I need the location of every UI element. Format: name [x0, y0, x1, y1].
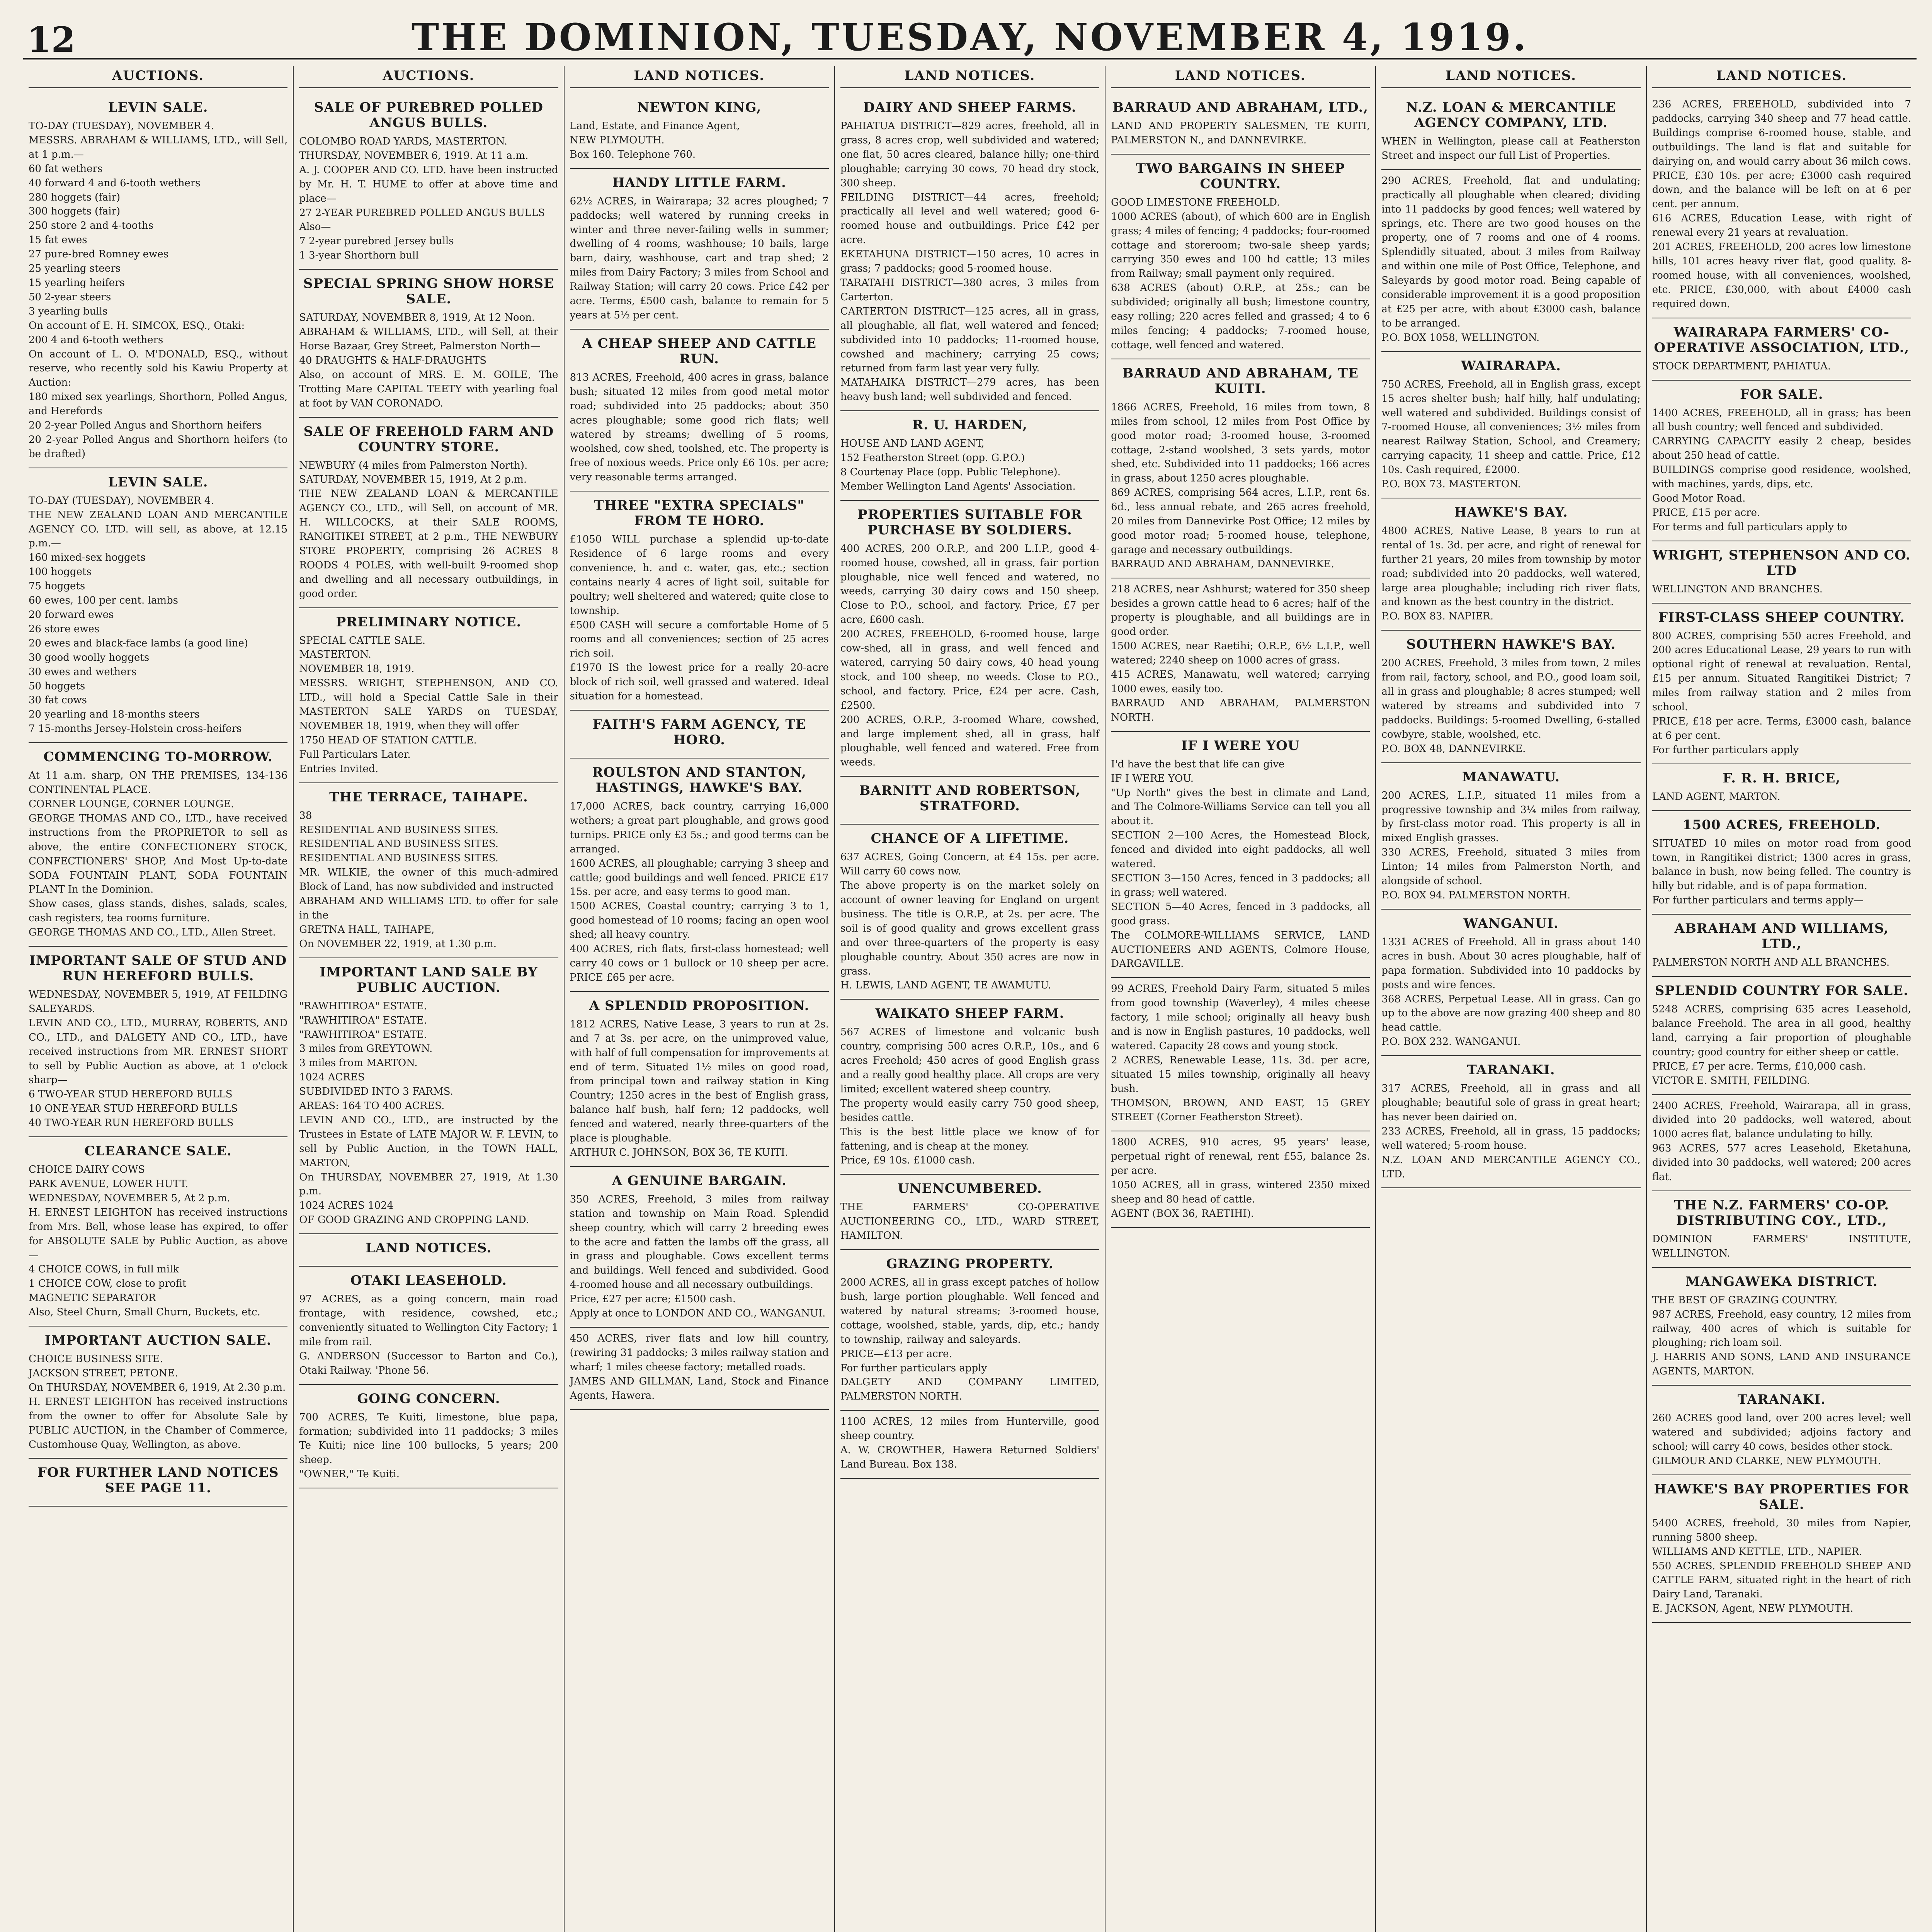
ad-title: PROPERTIES SUITABLE FOR PURCHASE BY SOLDIERS. [857, 507, 1082, 538]
ad-title: HAWKE'S BAY PROPERTIES FOR SALE. [1654, 1481, 1910, 1512]
advertisement [840, 1000, 1099, 1175]
newspaper-title: THE DOMINION, TUESDAY, NOVEMBER 4, 1919. [411, 15, 1529, 59]
ad-body: PALMERSTON NORTH AND ALL BRANCHES. [1652, 957, 1890, 969]
ad-title: IMPORTANT LAND SALE BY PUBLIC AUCTION. [320, 964, 538, 995]
advertisement [1111, 578, 1370, 732]
column-5 [1105, 66, 1376, 1932]
ad-body: 800 ACRES, comprising 550 acres Freehold, and 200 acres Educational Lease, 29 years to run with optional right of renewal at revaluation. Rental, £15 per annum. Situated Rangitikei District; 7 miles from railway station and 2 miles from school. PRICE, £18 per acre. Terms, £3000 cash, balance at 6 per cent. For further particulars apply [1652, 630, 1911, 756]
ad-body: TO-DAY (TUESDAY), NOVEMBER 4. THE NEW ZEALAND LOAN AND MERCANTILE AGENCY CO. LTD. will sell, as above, at 12.15 p.m.— 160 mixed-sex hoggets 100 hoggets 75 hoggets 60 ewes, 100 per cent. lambs 20 forward ewes 26 store ewes 20 ewes and black-face lambs (a good line) 30 good woolly hoggets 30 ewes and wethers 50 hoggets 30 fat cows 20 yearling and 18-months steers 7 15-months Jersey-Holstein cross-heifers [29, 495, 288, 735]
advertisement [570, 759, 829, 992]
ad-body: DOMINION FARMERS' INSTITUTE, WELLINGTON. [1652, 1233, 1915, 1259]
advertisement [299, 418, 558, 608]
ad-body: 700 ACRES, Te Kuiti, limestone, blue papa, formation; subdivided into 11 paddocks; 3 miles Te Kuiti; nice line 100 bullocks, 5 years; 200 sheep. "OWNER," Te Kuiti. [299, 1411, 558, 1480]
advertisement [29, 947, 287, 1137]
advertisement [1652, 318, 1911, 381]
ad-body: CHOICE DAIRY COWS PARK AVENUE, LOWER HUTT. WEDNESDAY, NOVEMBER 5, At 2 p.m. H. ERNEST LEIGHTON has received instructions from Mrs. Bell, whose lease has expired, to offer for ABSOLUTE SALE by Public Auction, as above— 4 CHOICE COWS, in full milk 1 CHOICE COW, close to profit MAGNETIC SEPARATOR Also, Steel Churn, Small Churn, Buckets, etc. [29, 1164, 288, 1318]
advertisement [1652, 764, 1911, 811]
ad-body: SPECIAL CATTLE SALE. MASTERTON. NOVEMBER 18, 1919. MESSRS. WRIGHT, STEPHENSON, AND CO. LTD., will hold a Special Cattle Sale in their MASTERTON SALE YARDS on TUESDAY, NOVEMBER 18, 1919, when they will offer 1750 HEAD OF STATION CATTLE. Full Particulars Later. Entries Invited. [299, 634, 558, 775]
ad-body: 218 ACRES, near Ashhurst; watered for 350 sheep besides a grown cattle head to 6 acres; half of the property is ploughable, and all buildings are in good order. 1500 ACRES, near Raetihi; O.R.P., 6½ L.I.P., well watered; 2240 sheep on 1000 acres of grass. 415 ACRES, Manawatu, well watered; carrying 1000 ewes, easily too. BARRAUD AND ABRAHAM, PALMERSTON NORTH. [1111, 583, 1370, 723]
ad-body: CHOICE BUSINESS SITE. JACKSON STREET, PETONE. On THURSDAY, NOVEMBER 6, 1919, At 2.30 p.m. H. ERNEST LEIGHTON has received instructions from the owner to offer for Absolute Sale by PUBLIC AUCTION, in the Chamber of Commerce, Customhouse Quay, Wellington, as above. [29, 1353, 288, 1451]
page-number: 12 [27, 19, 76, 60]
ad-title: MANAWATU. [1462, 769, 1560, 785]
ad-body: At 11 a.m. sharp, ON THE PREMISES, 134-136 CONTINENTAL PLACE. CORNER LOUNGE, CORNER LOUNGE. GEORGE THOMAS AND CO., LTD., have received instructions from the PROPRIETOR to sell as above, the entire CONFECTIONERY STOCK, CONFECTIONERS' SHOP, And Most Up-to-date SODA FOUNTAIN PLANT, SODA FOUNTAIN PLANT In the Dominion. Show cases, glass stands, dishes, salads, scales, cash registers, tea rooms furniture. GEORGE THOMAS AND CO., LTD., Allen Street. [29, 770, 288, 939]
ad-body: 1812 ACRES, Native Lease, 3 years to run at 2s. and 7 at 3s. per acre, on the unimproved value, with half of full compensation for improvements at end of term. Situated 1½ miles on good road, from principal town and railway station in King Country; 1250 acres in the best of English grass, balance half bush, half fern; 12 paddocks, well fenced and watered, nearly three-quarters of the place is ploughable. ARTHUR C. JOHNSON, BOX 36, TE KUITI. [570, 1018, 829, 1158]
advertisement [840, 777, 1099, 825]
ad-title: A GENUINE BARGAIN. [612, 1173, 787, 1189]
ad-title: WAIKATO SHEEP FARM. [875, 1006, 1065, 1022]
ad-body: 200 ACRES, L.I.P., situated 11 miles from a progressive township and 3¼ miles from railway, by first-class motor road. This property is all in mixed English grasses. 330 ACRES, Freehold, situated 3 miles from Linton; 14 miles from Palmerston North, and alongside of school. P.O. BOX 94. PALMERSTON NORTH. [1381, 789, 1641, 901]
ad-title: HAWKE'S BAY. [1454, 504, 1568, 520]
advertisement [299, 1234, 558, 1267]
ad-body: 637 ACRES, Going Concern, at £4 15s. per acre. Will carry 60 cows now. The above property is on the market solely on account of owner leaving for England on urgent business. The title is O.R.P., at 2s. per acre. The soil is of good quality and grows excellent grass and over three-quarters of the property is easy ploughable country. About 350 acres are now in grass. H. LEWIS, LAND AGENT, TE AWAMUTU. [840, 851, 1100, 992]
column-4 [835, 66, 1105, 1932]
ad-title: TWO BARGAINS IN SHEEP COUNTRY. [1136, 160, 1345, 192]
advertisement [29, 1459, 287, 1507]
ad-title: OTAKI LEASEHOLD. [350, 1273, 507, 1289]
ad-body: 1866 ACRES, Freehold, 16 miles from town, 8 miles from school, 12 miles from Post Office by good motor road; 3-roomed house, 3-roomed cottage, 2-stand woolshed, 3 sets yards, motor shed, etc. Subdivided into 11 paddocks; 166 acres in grass, about 1250 acres ploughable. 869 ACRES, comprising 564 acres, L.I.P., rent 6s. 6d., less annual rebate, and 265 acres freehold, 20 miles from Dannevirke Post Office; 12 miles by good motor road; 5-roomed house, telephone, garage and necessary outbuildings. BARRAUD AND ABRAHAM, DANNEVIRKE. [1111, 401, 1370, 570]
ad-body: I'd have the best that life can give IF I WERE YOU. "Up North" gives the best in climate and Land, and The Colmore-Williams Service can tell you all about it. SECTION 2—100 Acres, the Homestead Block, fenced and divided into eight paddocks, all well watered. SECTION 3—150 Acres, fenced in 3 paddocks; all in grass; well watered. SECTION 5—40 Acres, fenced in 3 paddocks, all good grass. The COLMORE-WILLIAMS SERVICE, LAND AUCTIONEERS AND AGENTS, Colmore House, DARGAVILLE. [1111, 758, 1370, 970]
ad-body: 1331 ACRES of Freehold. All in grass about 140 acres in bush. About 30 acres ploughable, half of papa formation. Subdivided into 10 paddocks by posts and wire fences. 368 ACRES, Perpetual Lease. All in grass. Can go up to the above are now grazing 400 sheep and 80 head cattle. P.O. BOX 232. WANGANUI. [1381, 936, 1641, 1048]
column-2 [294, 66, 564, 1932]
advertisement [570, 1167, 829, 1328]
ad-title: F. R. H. BRICE, [1723, 770, 1841, 786]
ad-body: NEWBURY (4 miles from Palmerston North). SATURDAY, NOVEMBER 15, 1919, At 2 p.m. THE NEW ZEALAND LOAN & MERCANTILE AGENCY CO., LTD., will Sell, on account of MR. H. WILLCOCKS, at their SALE ROOMS, RANGITIKEI STREET, at 2 p.m., THE NEWBURY STORE PROPERTY, comprising 26 ACRES 8 ROODS 4 POLES, with well-built 9-roomed shop and dwelling and all necessary outbuildings, in good order. [299, 459, 558, 600]
ad-body: 5400 ACRES, freehold, 30 miles from Napier, running 5800 sheep. WILLIAMS AND KETTLE, LTD., NAPIER. 550 ACRES. SPLENDID FREEHOLD SHEEP AND CATTLE FARM, situated right in the heart of rich Dairy Land, Taranaki. E. JACKSON, Agent, NEW PLYMOUTH. [1652, 1517, 1911, 1615]
ad-body: 17,000 ACRES, back country, carrying 16,000 wethers; a great part ploughable, and grows good turnips. PRICE only £3 5s.; and good terms can be arranged. 1600 ACRES, all ploughable; carrying 3 sheep and cattle; good buildings and well fenced. PRICE £17 15s. per acre, and easy terms to good man. 1500 ACRES, Coastal country; carrying 3 to 1, good homestead of 10 rooms; facing an open wool shed; all heavy country. 400 ACRES, rich flats, first-class homestead; well carry 40 cows or 1 bullock or 10 sheep per acre. PRICE £65 per acre. [570, 801, 829, 983]
advertisement [570, 711, 829, 759]
advertisement [1381, 1056, 1640, 1188]
advertisement [1381, 631, 1640, 763]
advertisement [299, 958, 558, 1235]
ad-title: PRELIMINARY NOTICE. [336, 614, 522, 630]
advertisement [1381, 910, 1640, 1056]
ad-title: BARRAUD AND ABRAHAM, LTD., [1112, 100, 1369, 115]
ad-title: FOR SALE. [1740, 386, 1823, 402]
ad-body: 2400 ACRES, Freehold, Wairarapa, all in grass, divided into 20 paddocks, well watered, about 1000 acres flat, balance undulating to hilly. 963 ACRES, 577 acres Leasehold, Eketahuna, divided into 30 paddocks, well watered; 200 acres flat. [1652, 1100, 1911, 1183]
ad-title: WRIGHT, STEPHENSON AND CO. LTD [1653, 547, 1911, 578]
ad-title: BARNITT AND ROBERTSON, STRATFORD. [859, 783, 1081, 814]
ad-body: TO-DAY (TUESDAY), NOVEMBER 4. MESSRS. ABRAHAM & WILLIAMS, LTD., will Sell, at 1 p.m.— 60 fat wethers 40 forward 4 and 6-tooth wethers 280 hoggets (fair) 300 hoggets (fair) 250 store 2 and 4-tooths 15 fat ewes 27 pure-bred Romney ewes 25 yearling steers 15 yearling heifers 50 2-year steers 3 yearling bulls On account of E. H. SIMCOX, ESQ., Otaki: 200 4 and 6-tooth wethers On account of L. O. M'DONALD, ESQ., without reserve, who recently sold his Kawiu Property at Auction: 180 mixed sex yearlings, Shorthorn, Polled Angus, and Herefords 20 2-year Polled Angus and Shorthorn heifers 20 2-year Polled Angus and Shorthorn heifers (to be drafted) [29, 120, 288, 460]
ad-title: GRAZING PROPERTY. [886, 1256, 1054, 1272]
advertisement [570, 94, 829, 169]
column-heading: LAND NOTICES. [570, 66, 829, 88]
masthead-bar [23, 15, 1917, 60]
advertisement [29, 94, 287, 468]
ad-body: 38 RESIDENTIAL AND BUSINESS SITES. RESIDENTIAL AND BUSINESS SITES. RESIDENTIAL AND BUSINESS SITES. MR. WILKIE, the owner of this much-admired Block of Land, has now subdivided and instructed ABRAHAM AND WILLIAMS LTD. to offer for sale in the GRETNA HALL, TAIHAPE, On NOVEMBER 22, 1919, at 1.30 p.m. [299, 810, 558, 950]
column-1 [23, 66, 294, 1932]
ad-body: 62½ ACRES, in Wairarapa; 32 acres ploughed; 7 paddocks; well watered by running creeks in winter and three never-failing wells in summer; dwelling of 4 rooms, washhouse; 10 bails, large barn, dairy, washhouse, cart and trap shed; 2 miles from Dairy Factory; 3 miles from School and Railway Station; will carry 20 cows. Price £42 per acre. Terms, £500 cash, balance to remain for 5 years at 5½ per cent. [570, 195, 832, 321]
ad-title: N.Z. LOAN & MERCANTILE AGENCY COMPANY, LTD. [1406, 100, 1616, 131]
column-heading: AUCTIONS. [299, 66, 558, 88]
ad-body: 99 ACRES, Freehold Dairy Farm, situated 5 miles from good township (Waverley), 4 miles cheese factory, 1 mile school; originally all heavy bush and is now in English pastures, 10 paddocks, well watered. Capacity 28 cows and young stock. 2 ACRES, Renewable Lease, 11s. 3d. per acre, situated 15 miles township, originally all heavy bush. THOMSON, BROWN, AND EAST, 15 GREY STREET (Corner Featherston Street). [1111, 983, 1370, 1123]
ad-body: LAND AGENT, MARTON. [1652, 791, 1781, 803]
advertisement [840, 1175, 1103, 1250]
ad-title: ABRAHAM AND WILLIAMS, LTD., [1674, 921, 1889, 952]
ad-title: COMMENCING TO-MORROW. [43, 749, 273, 765]
advertisement [1381, 170, 1640, 352]
advertisement [1381, 352, 1640, 498]
ad-body: COLOMBO ROAD YARDS, MASTERTON. THURSDAY, NOVEMBER 6, 1919. At 11 a.m. A. J. COOPER AND CO. LTD. have been instructed by Mr. H. T. HUME to offer at above time and place— 27 2-YEAR PUREBRED POLLED ANGUS BULLS Also— 7 2-year purebred Jersey bulls 1 3-year Shorthorn bull [299, 136, 558, 262]
advertisement [1652, 1475, 1911, 1623]
ad-body: 317 ACRES, Freehold, all in grass and all ploughable; beautiful sole of grass in great heart; has never been dairied on. 233 ACRES, Freehold, all in grass, 15 paddocks; well watered; 5-room house. N.Z. LOAN AND MERCANTILE AGENCY CO., LTD. [1381, 1083, 1641, 1180]
ad-title: SOUTHERN HAWKE'S BAY. [1406, 637, 1616, 653]
ad-body: 1800 ACRES, 910 acres, 95 years' lease, perpetual right of renewal, rent £55, balance 2s. per acre. 1050 ACRES, all in grass, wintered 2350 mixed sheep and 80 head of cattle. AGENT (BOX 36, RAETIHI). [1111, 1136, 1370, 1219]
ad-body: GOOD LIMESTONE FREEHOLD. 1000 ACRES (about), of which 600 are in English grass; 4 miles of fencing; 4 paddocks; four-roomed cottage and storeroom; two-sale sheep yards; carrying 350 ewes and 100 hd cattle; 13 miles from Railway; small payment only required. 638 ACRES (about) O.R.P., at 25s.; can be subdivided; originally all bush; limestone country, easy rolling; 220 acres felled and grassed; 4 to 6 miles fencing; 4 paddocks; 7-roomed house, cottage, well fenced and watered. [1111, 196, 1370, 351]
column-3 [565, 66, 835, 1932]
ad-title: IF I WERE YOU [1181, 738, 1300, 753]
advertisement [1652, 541, 1911, 604]
advertisement [570, 1328, 829, 1410]
advertisement [1652, 977, 1911, 1095]
ad-title: THREE "EXTRA SPECIALS" FROM TE HORO. [594, 498, 805, 529]
advertisement [299, 608, 558, 783]
ad-body: 813 ACRES, Freehold, 400 acres in grass, balance bush; situated 12 miles from good metal motor road; subdivided into 25 paddocks; about 350 acres ploughable; some good rich flats; well watered by streams; dwelling of 5 rooms, woolshed, cow shed, toolshed, etc. The property is free of noxious weeds. Price only £6 10s. per acre; very reasonable terms arranged. [570, 371, 832, 483]
ad-body: HOUSE AND LAND AGENT, 152 Featherston Street (opp. G.P.O.) 8 Courtenay Place (opp. Public Telephone). Member Wellington Land Agents' Association. [840, 438, 1076, 492]
ad-title: FOR FURTHER LAND NOTICES SEE PAGE 11. [37, 1465, 279, 1496]
advertisement [29, 1137, 287, 1327]
ad-title: IMPORTANT SALE OF STUD AND RUN HEREFORD BULLS. [29, 953, 287, 984]
ad-title: WAIRARAPA. [1461, 358, 1561, 374]
advertisement [840, 411, 1099, 501]
ad-title: GOING CONCERN. [357, 1391, 500, 1406]
ad-body: WEDNESDAY, NOVEMBER 5, 1919, AT FEILDING SALEYARDS. LEVIN AND CO., LTD., MURRAY, ROBERTS, AND CO., LTD., and DALGETY AND CO., LTD., have received instructions from MR. ERNEST SHORT to sell by Public Auction as above, at 1 o'clock sharp— 6 TWO-YEAR STUD HEREFORD BULLS 10 ONE-YEAR STUD HEREFORD BULLS 40 TWO-YEAR RUN HEREFORD BULLS [29, 989, 288, 1129]
ad-body: "RAWHITIROA" ESTATE. "RAWHITIROA" ESTATE. "RAWHITIROA" ESTATE. 3 miles from GREYTOWN. 3 miles from MARTON. 1024 ACRES SUBDIVIDED INTO 3 FARMS. AREAS: 164 TO 400 ACRES. LEVIN AND CO., LTD., are instructed by the Trustees in Estate of LATE MAJOR W. F. LEVIN, to sell by Public Auction, in the TOWN HALL, MARTON, On THURSDAY, NOVEMBER 27, 1919, At 1.30 p.m. 1024 ACRES 1024 OF GOOD GRAZING AND CROPPING LAND. [299, 1000, 558, 1226]
ad-body: SATURDAY, NOVEMBER 8, 1919, At 12 Noon. ABRAHAM & WILLIAMS, LTD., will Sell, at their Horse Bazaar, Grey Street, Palmerston North— 40 DRAUGHTS & HALF-DRAUGHTS Also, on account of MRS. E. M. GOILE, The Trotting Mare CAPITAL TEETY with yearling foal at foot by VAN CORONADO. [299, 312, 558, 409]
ad-body: THE BEST OF GRAZING COUNTRY. 987 ACRES, Freehold, easy country, 12 miles from railway, 400 acres of which is suitable for ploughing; rich loam soil. J. HARRIS AND SONS, LAND AND INSURANCE AGENTS, MARTON. [1652, 1294, 1911, 1378]
advertisement [299, 1385, 558, 1489]
ad-body: SITUATED 10 miles on motor road from good town, in Rangitikei district; 1300 acres in grass, balance in bush, now being felled. The country is hilly but ridable, and is of papa formation. For further particulars and terms apply— [1652, 837, 1911, 906]
advertisement [1652, 1386, 1911, 1475]
advertisement [840, 1411, 1099, 1479]
advertisement [299, 94, 558, 270]
ad-title: IMPORTANT AUCTION SALE. [44, 1333, 272, 1349]
column-6 [1376, 66, 1646, 1932]
ad-body: £1050 WILL purchase a splendid up-to-date Residence of 6 large rooms and every convenience, h. and c. water, gas, etc.; section contains nearly 4 acres of light soil, suitable for poultry; well sheltered and watered; quite close to township. £500 CASH will secure a comfortable Home of 5 rooms and all conveniences; section of 25 acres rich soil. £1970 IS the lowest price for a really 20-acre block of rich soil, well grassed and watered. Ideal situation for a homestead. [570, 534, 829, 702]
ad-title: LAND NOTICES. [366, 1240, 492, 1256]
advertisement [570, 330, 832, 492]
ad-title: FIRST-CLASS SHEEP COUNTRY. [1658, 609, 1905, 625]
advertisement [840, 501, 1099, 777]
ad-body: 260 ACRES good land, over 200 acres level; well watered and subdivided; adjoins factory and school; will carry 40 cows, besides other stock. GILMOUR AND CLARKE, NEW PLYMOUTH. [1652, 1412, 1911, 1467]
column-heading: LAND NOTICES. [1652, 66, 1911, 88]
ad-body: THE FARMERS' CO-OPERATIVE AUCTIONEERING CO., LTD., WARD STREET, HAMILTON. [840, 1201, 1103, 1242]
ad-title: LEVIN SALE. [108, 100, 208, 115]
ad-title: SALE OF FREEHOLD FARM AND COUNTRY STORE. [303, 423, 554, 455]
advertisement [1652, 811, 1911, 915]
ad-title: R. U. HARDEN, [912, 417, 1027, 433]
ad-title: CLEARANCE SALE. [84, 1143, 232, 1159]
ad-body: 350 ACRES, Freehold, 3 miles from railway station and township on Main Road. Splendid sheep country, which will carry 2 breeding ewes to the acre and fatten the lambs off the grass, all in grass and ploughable. Cows excellent terms and buildings. Well fenced and subdivided. Good 4-roomed house and all necessary outbuildings. Price, £27 per acre; £1500 cash. Apply at once to LONDON AND CO., WANGANUI. [570, 1193, 829, 1320]
advertisement [299, 270, 558, 417]
ad-body: 567 ACRES of limestone and volcanic bush country, comprising 500 acres O.R.P., 10s., and 6 acres Freehold; 450 acres of good English grass and a really good healthy place. All crops are very limited; excellent watered sheep country. The property would easily carry 750 good sheep, besides cattle. This is the best little place we know of for fattening, and is cheap at the money. Price, £9 10s. £1000 cash. [840, 1026, 1100, 1167]
advertisement [1111, 155, 1370, 359]
ad-body: LAND AND PROPERTY SALESMEN, TE KUITI, PALMERSTON N., and DANNEVIRKE. [1111, 120, 1373, 146]
ad-body: 400 ACRES, 200 O.R.P., and 200 L.I.P., good 4-roomed house, cowshed, all in grass, fair portion ploughable, nice well fenced and watered, no weeds, carrying 30 dairy cows and 150 sheep. Close to P.O., school, and factory. Price, £7 per acre, £600 cash. 200 ACRES, FREEHOLD, 6-roomed house, large cow-shed, all in grass, and well fenced and watered, carrying 50 dairy cows, 40 head young stock, and 100 sheep, no weeds. Close to P.O., school, and factory. Price, £24 per acre. Cash, £2500. 200 ACRES, O.R.P., 3-roomed Whare, cowshed, and large implement shed, all in grass, half ploughable, well fenced and watered. Free from weeds. [840, 543, 1100, 769]
advertisement [1652, 381, 1911, 541]
ad-body: PAHIATUA DISTRICT—829 acres, freehold, all in grass, 8 acres crop, well subdivided and watered; one flat, 50 acres cleared, balance hilly; one-third ploughable; carrying 30 cows, 70 head dry stock, 300 sheep. FEILDING DISTRICT—44 acres, freehold; practically all level and well watered; good 6-roomed house and outbuildings. Price £42 per acre. EKETAHUNA DISTRICT—150 acres, 10 acres in grass; 7 paddocks; good 5-roomed house. TARATAHI DISTRICT—380 acres, 3 miles from Carterton. CARTERTON DISTRICT—125 acres, all in grass, all ploughable, all flat, well watered and fenced; subdivided into 10 paddocks; 11-roomed house, cowshed and machinery; carrying 25 cows; returned from farm last year very fully. MATAHAIKA DISTRICT—279 acres, has been heavy bush land; well subdivided and fenced. [840, 120, 1100, 403]
ad-body: STOCK DEPARTMENT, PAHIATUA. [1652, 360, 1831, 372]
ad-title: TARANAKI. [1737, 1392, 1826, 1408]
ad-title: 1500 ACRES, FREEHOLD. [1682, 817, 1881, 833]
column-7 [1647, 66, 1917, 1932]
advertisement [29, 468, 287, 743]
advertisement [1652, 1268, 1911, 1386]
advertisement [1652, 1095, 1911, 1191]
column-heading: AUCTIONS. [29, 66, 287, 88]
advertisement [1652, 1191, 1915, 1268]
ad-title: FAITH'S FARM AGENCY, TE HORO. [592, 717, 806, 748]
ad-body: 450 ACRES, river flats and low hill country, (rewiring 31 paddocks; 3 miles railway station and wharf; 1 miles cheese factory; metalled roads. JAMES AND GILLMAN, Land, Stock and Finance Agents, Hawera. [570, 1333, 829, 1401]
advertisement [1381, 94, 1644, 170]
advertisement [1652, 94, 1911, 318]
advertisement [840, 94, 1099, 411]
advertisement [1381, 763, 1640, 910]
advertisement [1111, 978, 1370, 1131]
ad-body: 236 ACRES, FREEHOLD, subdivided into 7 paddocks, carrying 340 sheep and 77 head cattle. Buildings comprise 6-roomed house, stable, and outbuildings. The land is flat and suitable for dairying on, and would carry about 36 milch cows. PRICE, £30 10s. per acre; £3000 cash required down, and the balance will be left on at 6 per cent. per annum. 616 ACRES, Education Lease, with right of renewal every 21 years at revaluation. 201 ACRES, FREEHOLD, 200 acres low limestone hills, 101 acres heavy river flat, good quality. 8-roomed house, with all conveniences, woolshed, etc. PRICE, £30,000, with about £4000 cash required down. [1652, 99, 1911, 310]
ad-title: THE N.Z. FARMERS' CO-OP. DISTRIBUTING COY., LTD., [1674, 1197, 1889, 1228]
ad-title: A CHEAP SHEEP AND CATTLE RUN. [582, 335, 816, 367]
ad-title: HANDY LITTLE FARM. [612, 175, 786, 190]
advertisement [1652, 604, 1911, 764]
ad-title: NEWTON KING, [637, 100, 762, 115]
ad-body: Land, Estate, and Finance Agent, NEW PLYMOUTH. Box 160. Telephone 760. [570, 120, 740, 160]
advertisement [840, 825, 1099, 1000]
column-heading: LAND NOTICES. [840, 66, 1099, 88]
ad-title: MANGAWEKA DISTRICT. [1685, 1274, 1878, 1289]
advertisement [1111, 359, 1370, 578]
ad-title: SPLENDID COUNTRY FOR SALE. [1655, 983, 1908, 999]
advertisement [840, 1250, 1099, 1411]
ad-title: TARANAKI. [1467, 1062, 1555, 1078]
advertisement [1111, 1131, 1370, 1228]
advertisement [1652, 915, 1911, 977]
advertisement [1381, 498, 1640, 631]
columns-container [23, 66, 1917, 1932]
ad-body: 200 ACRES, Freehold, 3 miles from town, 2 miles from rail, factory, school, and P.O., good loam soil, all in grass and ploughable; 8 acres stumped; well watered by streams and subdivided into 7 paddocks. Buildings: 5-roomed Dwelling, 6-stalled cowbyre, stable, woolshed, etc. P.O. BOX 48, DANNEVIRKE. [1381, 657, 1641, 755]
advertisement [570, 992, 829, 1167]
ad-title: THE TERRACE, TAIHAPE. [329, 789, 528, 805]
advertisement [299, 783, 558, 958]
ad-body: 750 ACRES, Freehold, all in English grass, except 15 acres shelter bush; half hilly, half undulating; well watered and subdivided. Buildings consist of 7-roomed House, all conveniences; 3½ miles from nearest Railway Station, School, and Creamery; carrying capacity, 11 sheep and cattle. Price, £12 10s. Cash required, £2000. P.O. BOX 73. MASTERTON. [1381, 378, 1641, 490]
ad-title: LEVIN SALE. [108, 474, 208, 490]
ad-body: 1100 ACRES, 12 miles from Hunterville, good sheep country. A. W. CROWTHER, Hawera Returned Soldiers' Land Bureau. Box 138. [840, 1416, 1100, 1470]
advertisement [1111, 94, 1373, 155]
ad-title: WANGANUI. [1463, 915, 1559, 931]
ad-body: 97 ACRES, as a going concern, main road frontage, with residence, cowshed, etc.; conveniently situated to Wellington City Factory; 1 mile from rail. G. ANDERSON (Successor to Barton and Co.), Otaki Railway. 'Phone 56. [299, 1293, 558, 1376]
ad-body: 5248 ACRES, comprising 635 acres Leasehold, balance Freehold. The area in all good, healthy land, carrying a fair proportion of ploughable country; good country for either sheep or cattle. PRICE, £7 per acre. Terms, £10,000 cash. VICTOR E. SMITH, FEILDING. [1652, 1003, 1911, 1087]
ad-title: SPECIAL SPRING SHOW HORSE SALE. [303, 276, 554, 307]
advertisement [29, 743, 287, 947]
ad-title: BARRAUD AND ABRAHAM, TE KUITI. [1122, 365, 1359, 396]
ad-title: WAIRARAPA FARMERS' CO-OPERATIVE ASSOCIATION, LTD., [1654, 324, 1910, 355]
column-heading: LAND NOTICES. [1111, 66, 1370, 88]
advertisement [299, 1267, 558, 1384]
ad-title: DAIRY AND SHEEP FARMS. [863, 100, 1077, 115]
advertisement [29, 1327, 287, 1459]
advertisement [570, 492, 829, 711]
ad-title: UNENCUMBERED. [897, 1181, 1042, 1197]
ad-title: A SPLENDID PROPOSITION. [589, 998, 810, 1014]
ad-title: CHANCE OF A LIFETIME. [871, 831, 1069, 847]
ad-title: ROULSTON AND STANTON, HASTINGS, HAWKE'S BAY. [592, 765, 807, 796]
advertisement [1111, 732, 1370, 978]
advertisement [570, 169, 832, 330]
ad-body: WHEN in Wellington, please call at Featherston Street and inspect our full List of Properties. [1381, 136, 1644, 162]
ad-body: WELLINGTON AND BRANCHES. [1652, 583, 1823, 595]
ad-body: 2000 ACRES, all in grass except patches of hollow bush, large portion ploughable. Well fenced and watered by natural streams; 3-roomed house, cottage, woolshed, stable, yards, dip, etc.; handy to township, railway and saleyards. PRICE—£13 per acre. For further particulars apply DALGETY AND COMPANY LIMITED, PALMERSTON NORTH. [840, 1277, 1100, 1403]
ad-body: 1400 ACRES, FREEHOLD, all in grass; has been all bush country; well fenced and subdivided. CARRYING CAPACITY easily 2 cheap, besides about 250 head of cattle. BUILDINGS comprise good residence, woolshed, with machines, yards, dips, etc. Good Motor Road. PRICE, £15 per acre. For terms and full particulars apply to [1652, 407, 1911, 533]
column-heading: LAND NOTICES. [1381, 66, 1640, 88]
ad-title: SALE OF PUREBRED POLLED ANGUS BULLS. [314, 100, 544, 131]
ad-body: 290 ACRES, Freehold, flat and undulating; practically all ploughable when cleared; dividing into 11 paddocks by good fences; well watered by springs, etc. There are two good houses on the property, one of 7 rooms and one of 4 rooms. Splendidly situated, about 3 miles from Railway and within one mile of Post Office, Telephone, and Saleyards by good motor road. Being capable of considerable improvement it is a good proposition at £25 per acre, with about £3000 cash, balance to be arranged. P.O. BOX 1058, WELLINGTON. [1381, 175, 1641, 344]
ad-body: 4800 ACRES, Native Lease, 8 years to run at rental of 1s. 3d. per acre, and right of renewal for further 21 years, 20 miles from township by motor road; subdivided into 20 paddocks, well watered, large area ploughable; including rich river flats, and known as the best country in the district. P.O. BOX 83. NAPIER. [1381, 525, 1641, 622]
